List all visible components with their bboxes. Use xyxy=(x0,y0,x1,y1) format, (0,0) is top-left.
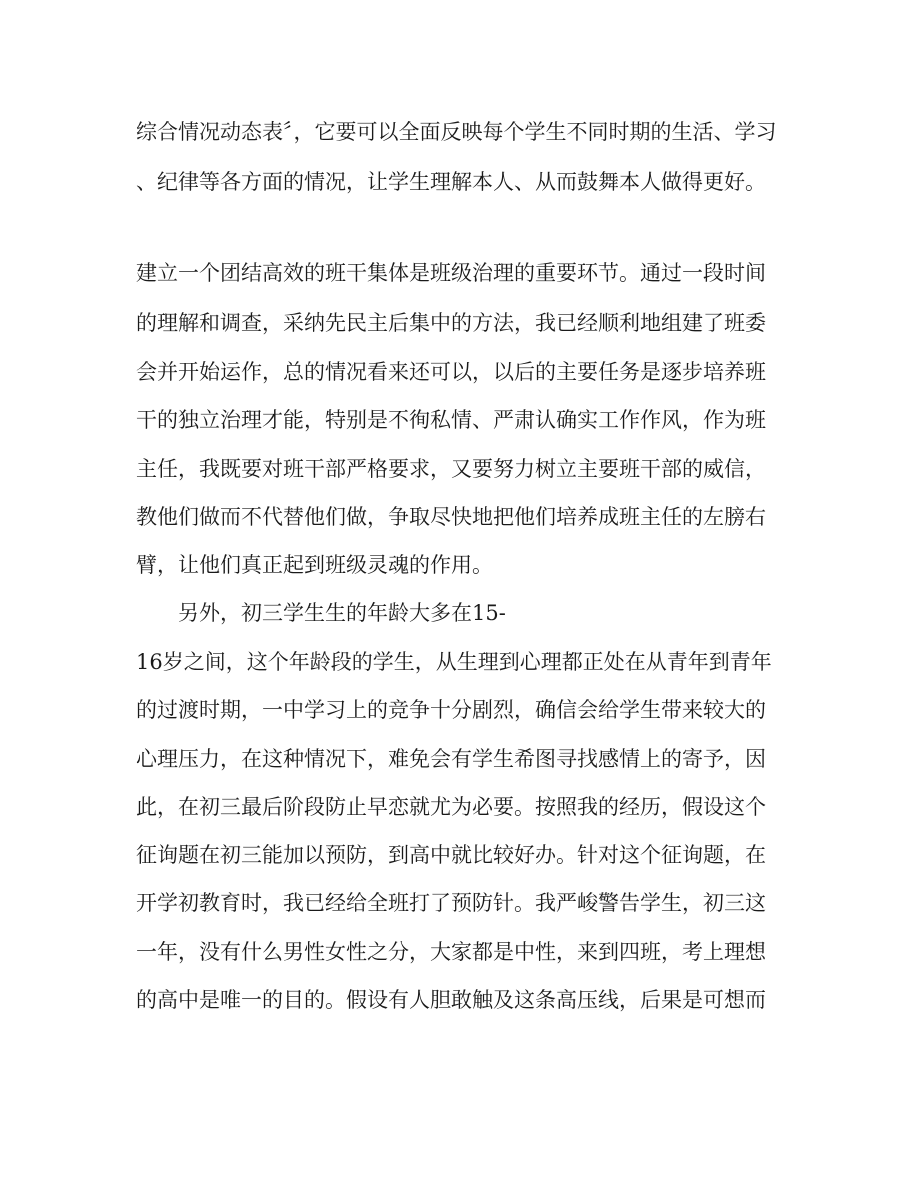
text-line: 16岁之间，这个年龄段的学生，从生理到心理都正处在从青年到青年 xyxy=(136,650,772,674)
text-line: 心理压力，在这种情况下，难免会有学生希图寻找感情上的寄予，因 xyxy=(136,747,766,771)
text-line: 建立一个团结高效的班干集体是班级治理的重要环节。通过一段时间 xyxy=(136,261,766,285)
text-line: 干的独立治理才能，特别是不徇私情、严肃认确实工作作风，作为班 xyxy=(136,408,766,432)
text-line: 的过渡时期，一中学习上的竞争十分剧烈，确信会给学生带来较大的 xyxy=(136,698,766,722)
text-line: 教他们做而不代替他们做，争取尽快地把他们培养成班主任的左膀右 xyxy=(136,505,766,529)
text-line: 的理解和调查，采纳先民主后集中的方法，我已经顺利地组建了班委 xyxy=(136,311,766,335)
text-line: 主任，我既要对班干部严格要求，又要努力树立主要班干部的威信， xyxy=(136,457,766,481)
text-line: 、纪律等各方面的情况，让学生理解本人、从而鼓舞本人做得更好。 xyxy=(136,170,766,194)
text-line: 综合情况动态表〞，它要可以全面反映每个学生不同时期的生活、学习 xyxy=(136,120,777,144)
text-line: 开学初教育时，我已经给全班打了预防针。我严峻警告学生，初三这 xyxy=(136,891,766,915)
text-line: 一年，没有什么男性女性之分，大家都是中性，来到四班，考上理想 xyxy=(136,940,766,964)
text-line: 另外，初三学生生的年龄大多在15- xyxy=(178,601,506,625)
text-line: 征询题在初三能加以预防，到高中就比较好办。针对这个征询题，在 xyxy=(136,843,766,867)
text-line: 此，在初三最后阶段防止早恋就尤为必要。按照我的经历，假设这个 xyxy=(136,795,766,819)
text-line: 会并开始运作，总的情况看来还可以，以后的主要任务是逐步培养班 xyxy=(136,360,766,384)
text-line: 臂，让他们真正起到班级灵魂的作用。 xyxy=(136,553,493,577)
text-line: 的高中是唯一的目的。假设有人胆敢触及这条高压线，后果是可想而 xyxy=(136,988,766,1012)
